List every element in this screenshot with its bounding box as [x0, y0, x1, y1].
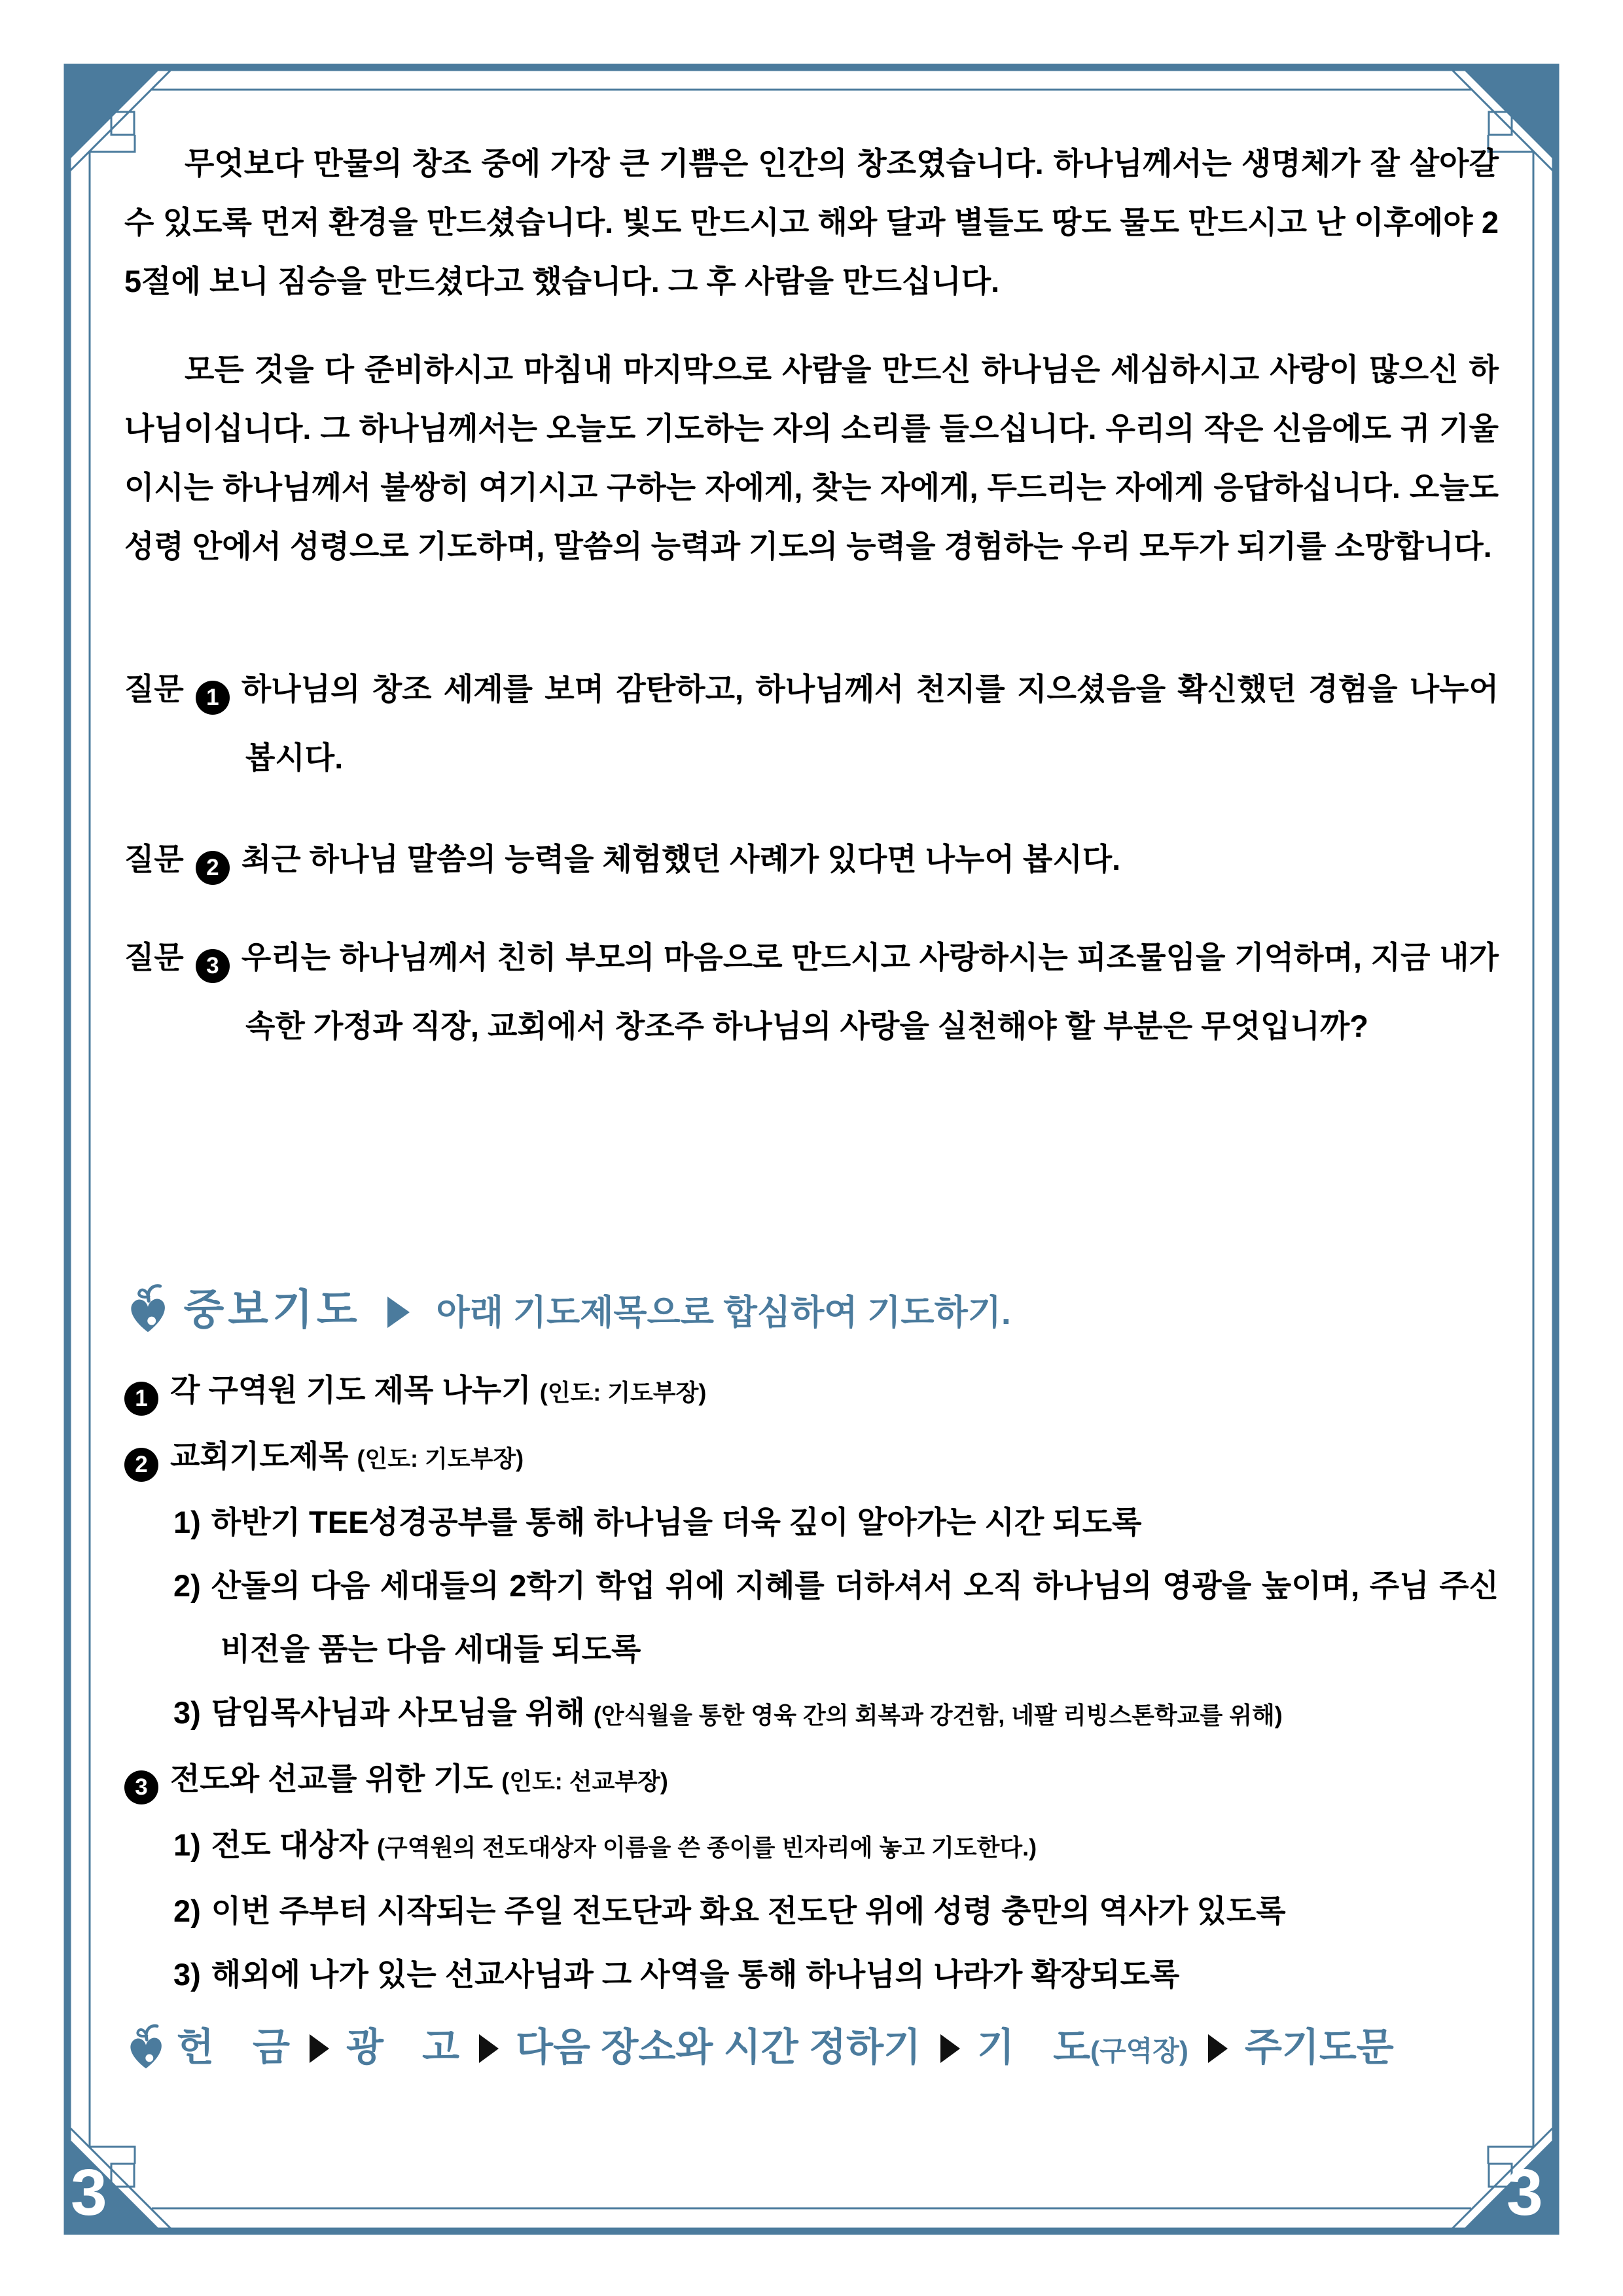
prayer-item-text: 담임목사님과 사모님을 위해: [211, 1695, 585, 1730]
prayer-item-note: (인도: 기도부장): [357, 1445, 524, 1472]
circled-number-2-icon: 2: [124, 1448, 158, 1482]
subitem-label: 1): [173, 1827, 201, 1862]
closing-sequence: [124, 2016, 1499, 2072]
footer-segment-next-meeting: 다음 장소와 시간 정하기: [516, 2026, 921, 2069]
question-3-label: 질문: [124, 940, 184, 975]
prayer-subitem-2-1: [173, 1490, 1499, 1554]
paragraph-prayer: 모든 것을 다 준비하시고 마침내 마지막으로 사람을 만드신 하나님은 세심하시고 사랑이 많으신 하나님이십니다. 그 하나님께서는 오늘도 기도하는 자의 소리를 들으십니다. 우리의 작은 신음에도 귀 기울이시는 하나님께서 불쌍히 여기시고 구하는 자에게, 찾는 자에게, 두드리는 자에게 응답하십니다. 오늘도 성령 안에서 성령으로 기도하며, 말씀의 능력과 기도의 능력을 경험하는 우리 모두가 되기를 소망합니다.: [124, 352, 1499, 564]
question-1-text: 하나님의 창조 세계를 보며 감탄하고, 하나님께서 천지를 지으셨음을 확신했던 경험을 나누어 봅시다.: [241, 672, 1499, 775]
prayer-item-text: 전도와 선교를 위한 기도: [170, 1761, 493, 1796]
circled-number-1-icon: 1: [196, 681, 230, 715]
circled-number-1-icon: 1: [124, 1382, 158, 1416]
circled-number-2-icon: 2: [196, 851, 230, 885]
paragraph-creation: 무엇보다 만물의 창조 중에 가장 큰 기쁨은 인간의 창조였습니다. 하나님께서는 생명체가 잘 살아갈 수 있도록 먼저 환경을 만드셨습니다. 빛도 만드시고 해와 달과 별들도 땅도 물도 만드시고 난 이후에야 25절에 보니 짐승을 만드셨다고 했습니다. 그 후 사람을 만드십니다.: [124, 146, 1499, 298]
question-2-text: 최근 하나님 말씀의 능력을 체험했던 사례가 있다면 나누어 봅시다.: [241, 842, 1121, 876]
intercession-title: 중보기도: [183, 1286, 361, 1333]
prayer-item-note: (안식월을 통한 영육 간의 회복과 강건함, 네팔 리빙스톤학교를 위해): [593, 1702, 1283, 1729]
question-3-text: 우리는 하나님께서 친히 부모의 마음으로 만드시고 사랑하시는 피조물임을 기억하며, 지금 내가 속한 가정과 직장, 교회에서 창조주 하나님의 사랑을 실천해야 할 부분은 무엇입니까?: [241, 940, 1499, 1043]
page-content: [124, 134, 1499, 2072]
prayer-item-text: 교회기도제목: [170, 1439, 349, 1473]
question-2: [124, 825, 1499, 893]
circled-number-3-icon: 3: [196, 949, 230, 983]
question-1-label: 질문: [124, 672, 184, 706]
prayer-item-2: [124, 1424, 1499, 1490]
arrow-right-icon: [479, 2034, 499, 2063]
heart-vine-icon: [124, 2020, 168, 2072]
page-number-left: 3: [71, 2156, 107, 2229]
prayer-item-1: [124, 1358, 1499, 1424]
question-2-label: 질문: [124, 842, 184, 876]
prayer-item-text: 산돌의 다음 세대들의 2학기 학업 위에 지혜를 더하셔서 오직 하나님의 영광을 높이며, 주님 주신 비전을 품는 다음 세대들 되도록: [211, 1568, 1499, 1666]
prayer-subitem-2-3: [173, 1681, 1499, 1747]
intercession-header: [124, 1276, 1499, 1338]
play-arrow-icon: [387, 1297, 410, 1328]
prayer-subitem-3-1: [173, 1813, 1499, 1879]
prayer-item-text: 이번 주부터 시작되는 주일 전도단과 화요 전도단 위에 성령 충만의 역사가 있도록: [211, 1893, 1286, 1928]
prayer-item-text: 전도 대상자: [211, 1827, 368, 1862]
prayer-list: [124, 1358, 1499, 2006]
prayer-subitem-3-3: [173, 1943, 1499, 2006]
prayer-subitem-2-2: [173, 1554, 1499, 1681]
heart-vine-icon: [124, 1280, 171, 1336]
subitem-label: 3): [173, 1957, 201, 1992]
footer-segment-prayer: 기 도(구역장): [977, 2026, 1188, 2069]
prayer-item-text: 하반기 TEE성경공부를 통해 하나님을 더욱 깊이 알아가는 시간 되도록: [211, 1505, 1142, 1539]
subitem-label: 2): [173, 1568, 201, 1603]
subitem-label: 1): [173, 1505, 201, 1539]
prayer-item-note: (구역원의 전도대상자 이름을 쓴 종이를 빈자리에 놓고 기도한다.): [376, 1834, 1037, 1861]
prayer-item-3: [124, 1747, 1499, 1813]
circled-number-3-icon: 3: [124, 1770, 158, 1804]
prayer-item-note: (인도: 기도부장): [539, 1379, 707, 1406]
footer-segment-lords-prayer: 주기도문: [1244, 2026, 1394, 2069]
footer-segment-announcements: 광 고: [346, 2026, 459, 2069]
question-3: [124, 923, 1499, 1129]
subitem-label: 2): [173, 1893, 201, 1928]
subitem-label: 3): [173, 1695, 201, 1730]
arrow-right-icon: [310, 2034, 329, 2063]
prayer-subitem-3-2: [173, 1879, 1499, 1943]
arrow-right-icon: [940, 2034, 960, 2063]
arrow-right-icon: [1208, 2034, 1228, 2063]
prayer-item-text: 각 구역원 기도 제목 나누기: [170, 1372, 531, 1407]
footer-segment-prayer-leader: (구역장): [1090, 2036, 1188, 2066]
prayer-item-text: 해외에 나가 있는 선교사님과 그 사역을 통해 하나님의 나라가 확장되도록: [211, 1957, 1180, 1992]
prayer-item-note: (인도: 선교부장): [501, 1768, 668, 1795]
page-number-right: 3: [1507, 2156, 1543, 2229]
footer-segment-offering: 헌 금: [177, 2026, 290, 2069]
intercession-subtitle: 아래 기도제목으로 합심하여 기도하기.: [436, 1293, 1011, 1332]
question-1: [124, 655, 1499, 792]
